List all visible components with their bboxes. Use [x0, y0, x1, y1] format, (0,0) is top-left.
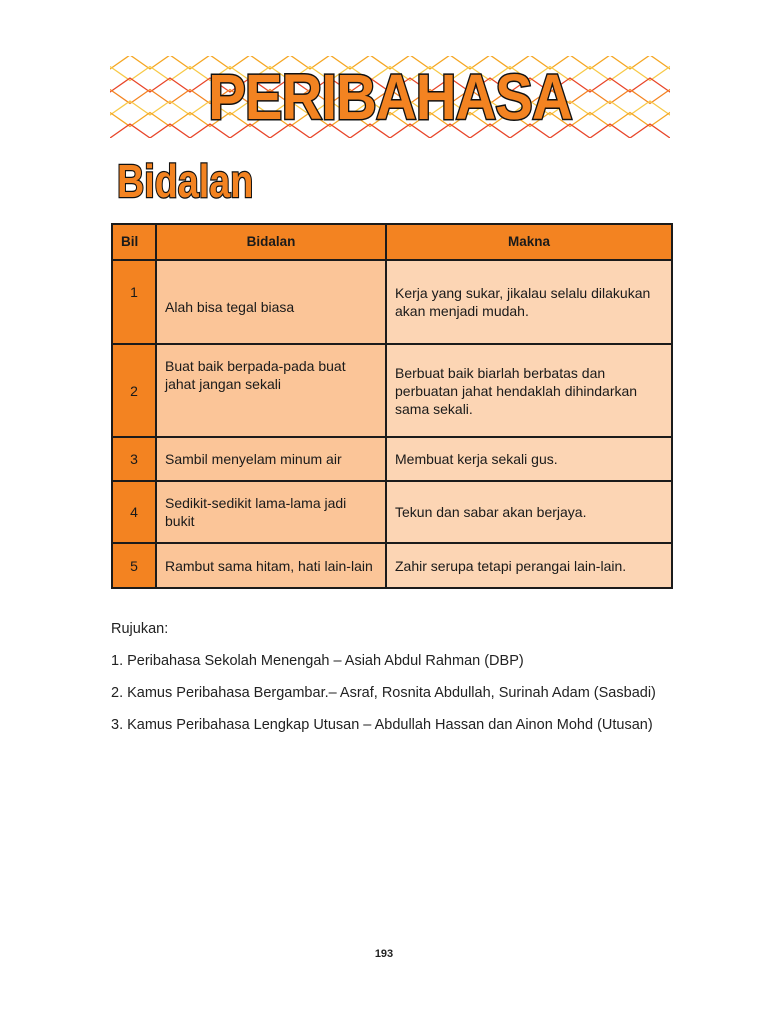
table-row — [112, 260, 672, 344]
reference-item: 3. Kamus Peribahasa Lengkap Utusan – Abdullah Hassan dan Ainon Mohd (Utusan) — [111, 717, 653, 733]
cell-bil: 1 — [112, 260, 156, 344]
cell-bil: 3 — [112, 437, 156, 481]
table-row — [112, 543, 672, 588]
page-number: 193 — [374, 948, 394, 960]
section-title: Bidalan — [117, 155, 254, 207]
cell-makna: Zahir serupa tetapi perangai lain-lain. — [386, 543, 672, 588]
bidalan-table — [111, 223, 673, 589]
cell-bidalan: Rambut sama hitam, hati lain-lain — [156, 543, 386, 588]
cell-makna: Kerja yang sukar, jikalau selalu dilakukan akan menjadi mudah. — [386, 260, 672, 344]
cell-bidalan: Alah bisa tegal biasa — [156, 260, 386, 344]
table-row — [112, 481, 672, 543]
cell-makna: Membuat kerja sekali gus. — [386, 437, 672, 481]
header-bidalan: Bidalan — [156, 224, 386, 260]
cell-makna: Berbuat baik biarlah berbatas dan perbuatan jahat hendaklah dihindarkan sama sekali. — [386, 344, 672, 437]
reference-item: 2. Kamus Peribahasa Bergambar.– Asraf, Rosnita Abdullah, Surinah Adam (Sasbadi) — [111, 685, 656, 701]
table-row — [112, 344, 672, 437]
reference-item: 1. Peribahasa Sekolah Menengah – Asiah Abdul Rahman (DBP) — [111, 653, 524, 669]
banner-title: PERIBAHASA — [208, 61, 572, 133]
cell-bidalan: Sedikit-sedikit lama-lama jadi bukit — [156, 481, 386, 543]
cell-bil: 2 — [112, 344, 156, 437]
cell-bil: 4 — [112, 481, 156, 543]
table-row — [112, 437, 672, 481]
table-header-row — [112, 224, 672, 260]
header-makna: Makna — [386, 224, 672, 260]
header-bil: Bil — [112, 224, 156, 260]
references-section — [111, 620, 656, 748]
cell-bidalan: Buat baik berpada-pada buat jahat jangan sekali — [156, 344, 386, 437]
title-banner — [110, 56, 670, 138]
cell-makna: Tekun dan sabar akan berjaya. — [386, 481, 672, 543]
references-label: Rujukan: — [111, 621, 169, 637]
cell-bil: 5 — [112, 543, 156, 588]
cell-bidalan: Sambil menyelam minum air — [156, 437, 386, 481]
